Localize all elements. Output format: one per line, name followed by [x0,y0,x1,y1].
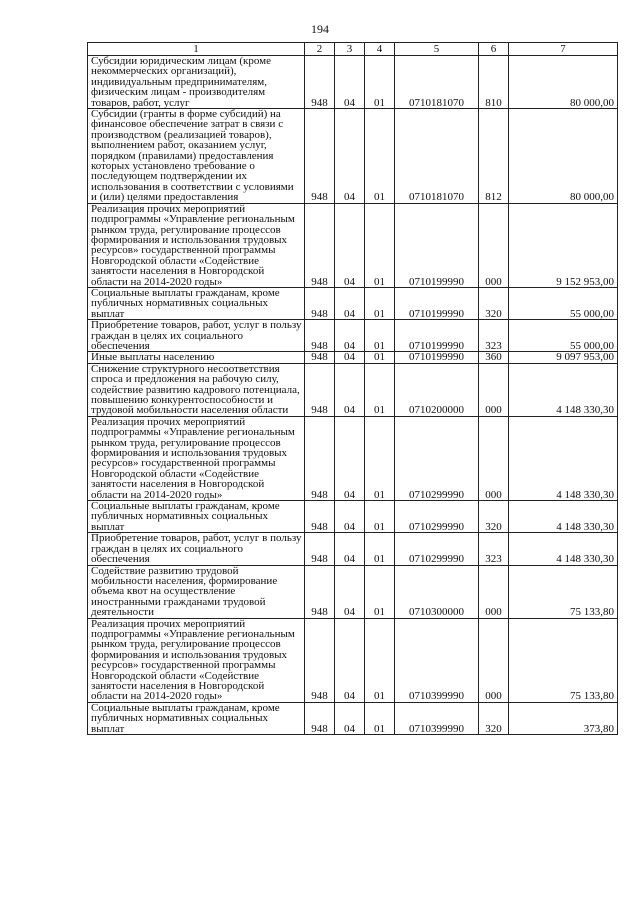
target-article-cell: 0710199990 [395,352,479,363]
section-cell: 04 [335,363,365,416]
section-cell: 04 [335,56,365,109]
subsection-cell: 01 [365,287,395,319]
target-article-cell: 0710199990 [395,287,479,319]
target-article-cell: 0710299990 [395,501,479,533]
expense-type-cell: 810 [479,56,509,109]
table-row [88,203,618,287]
budget-table [87,42,618,735]
subsection-cell: 01 [365,533,395,565]
section-cell: 04 [335,565,365,618]
ministry-code-cell: 948 [305,287,335,319]
ministry-code-cell: 948 [305,501,335,533]
subsection-cell: 01 [365,618,395,702]
section-cell: 04 [335,287,365,319]
description-cell: Социальные выплаты гражданам, кроме публичных нормативных социальных выплат [88,501,305,533]
description-cell: Иные выплаты населению [88,352,305,363]
ministry-code-cell: 948 [305,416,335,500]
section-cell: 04 [335,501,365,533]
table-row [88,287,618,319]
description-cell: Приобретение товаров, работ, услуг в пользу граждан в целях их социального обеспечения [88,533,305,565]
section-cell: 04 [335,416,365,500]
amount-cell: 75 133,80 [509,565,618,618]
expense-type-cell: 320 [479,287,509,319]
ministry-code-cell: 948 [305,320,335,352]
amount-cell: 80 000,00 [509,109,618,204]
ministry-code-cell: 948 [305,702,335,734]
table-row [88,320,618,352]
subsection-cell: 01 [365,416,395,500]
ministry-code-cell: 948 [305,352,335,363]
subsection-cell: 01 [365,109,395,204]
amount-cell: 4 148 330,30 [509,416,618,500]
table-row [88,702,618,734]
section-cell: 04 [335,618,365,702]
section-cell: 04 [335,203,365,287]
amount-cell: 55 000,00 [509,320,618,352]
expense-type-cell: 323 [479,320,509,352]
subsection-cell: 01 [365,320,395,352]
expense-type-cell: 000 [479,416,509,500]
amount-cell: 80 000,00 [509,56,618,109]
description-cell: Социальные выплаты гражданам, кроме публичных нормативных социальных выплат [88,287,305,319]
expense-type-cell: 000 [479,363,509,416]
description-cell: Социальные выплаты гражданам, кроме публичных нормативных социальных выплат [88,702,305,734]
ministry-code-cell: 948 [305,109,335,204]
target-article-cell: 0710199990 [395,203,479,287]
subsection-cell: 01 [365,565,395,618]
table-row [88,363,618,416]
subsection-cell: 01 [365,702,395,734]
header-cell: 4 [365,43,395,56]
ministry-code-cell: 948 [305,618,335,702]
expense-type-cell: 320 [479,702,509,734]
target-article-cell: 0710299990 [395,416,479,500]
header-row [88,43,618,56]
ministry-code-cell: 948 [305,533,335,565]
table-row [88,56,618,109]
amount-cell: 9 097 953,00 [509,352,618,363]
header-cell: 3 [335,43,365,56]
subsection-cell: 01 [365,56,395,109]
table-row [88,416,618,500]
description-cell: Приобретение товаров, работ, услуг в пользу граждан в целях их социального обеспечения [88,320,305,352]
description-cell: Снижение структурного несоответствия спроса и предложения на рабочую силу, содействие развитию кадрового потенциала, повышению конкурентоспособности и трудовой мобильности населения области [88,363,305,416]
subsection-cell: 01 [365,501,395,533]
page-number: 194 [311,22,329,36]
ministry-code-cell: 948 [305,565,335,618]
table-row [88,533,618,565]
subsection-cell: 01 [365,363,395,416]
section-cell: 04 [335,320,365,352]
ministry-code-cell: 948 [305,203,335,287]
expense-type-cell: 000 [479,565,509,618]
amount-cell: 55 000,00 [509,287,618,319]
header-cell: 2 [305,43,335,56]
expense-type-cell: 320 [479,501,509,533]
table-row [88,501,618,533]
section-cell: 04 [335,533,365,565]
target-article-cell: 0710299990 [395,533,479,565]
header-cell: 5 [395,43,479,56]
section-cell: 04 [335,109,365,204]
description-cell: Реализация прочих мероприятий подпрограммы «Управление региональным рынком труда, регулирование процессов формирования и использования трудовых ресурсов» государственной программы Новгородской области «Содействие занятости населения в Новгородской области на 2014-2020 годы» [88,416,305,500]
header-cell: 6 [479,43,509,56]
table-row [88,618,618,702]
section-cell: 04 [335,352,365,363]
target-article-cell: 0710399990 [395,618,479,702]
expense-type-cell: 000 [479,618,509,702]
target-article-cell: 0710181070 [395,109,479,204]
expense-type-cell: 360 [479,352,509,363]
amount-cell: 4 148 330,30 [509,533,618,565]
subsection-cell: 01 [365,203,395,287]
subsection-cell: 01 [365,352,395,363]
ministry-code-cell: 948 [305,56,335,109]
target-article-cell: 0710199990 [395,320,479,352]
expense-type-cell: 812 [479,109,509,204]
description-cell: Содействие развитию трудовой мобильности населения, формирование объема квот на осуществление иностранными гражданами трудовой деятельности [88,565,305,618]
target-article-cell: 0710300000 [395,565,479,618]
expense-type-cell: 000 [479,203,509,287]
description-cell: Реализация прочих мероприятий подпрограммы «Управление региональным рынком труда, регулирование процессов формирования и использования трудовых ресурсов» государственной программы Новгородской области «Содействие занятости населения в Новгородской области на 2014-2020 годы» [88,203,305,287]
amount-cell: 373,80 [509,702,618,734]
amount-cell: 75 133,80 [509,618,618,702]
target-article-cell: 0710200000 [395,363,479,416]
section-cell: 04 [335,702,365,734]
amount-cell: 4 148 330,30 [509,363,618,416]
target-article-cell: 0710181070 [395,56,479,109]
amount-cell: 9 152 953,00 [509,203,618,287]
ministry-code-cell: 948 [305,363,335,416]
header-cell: 1 [88,43,305,56]
expense-type-cell: 323 [479,533,509,565]
description-cell: Субсидии юридическим лицам (кроме некоммерческих организаций), индивидуальным предпринимателям, физическим лицам - производителям товаров, работ, услуг [88,56,305,109]
table-row [88,109,618,204]
description-cell: Реализация прочих мероприятий подпрограммы «Управление региональным рынком труда, регулирование процессов формирования и использования трудовых ресурсов» государственной программы Новгородской области «Содействие занятости населения в Новгородской области на 2014-2020 годы» [88,618,305,702]
description-cell: Субсидии (гранты в форме субсидий) на финансовое обеспечение затрат в связи с производством (реализацией товаров), выполнением работ, оказанием услуг, порядком (правилами) предоставления которых установлено требование о последующем подтверждении их использования в соответствии с условиями и (или) целями предоставления [88,109,305,204]
table-row [88,565,618,618]
table-row [88,352,618,363]
header-cell: 7 [509,43,618,56]
target-article-cell: 0710399990 [395,702,479,734]
amount-cell: 4 148 330,30 [509,501,618,533]
